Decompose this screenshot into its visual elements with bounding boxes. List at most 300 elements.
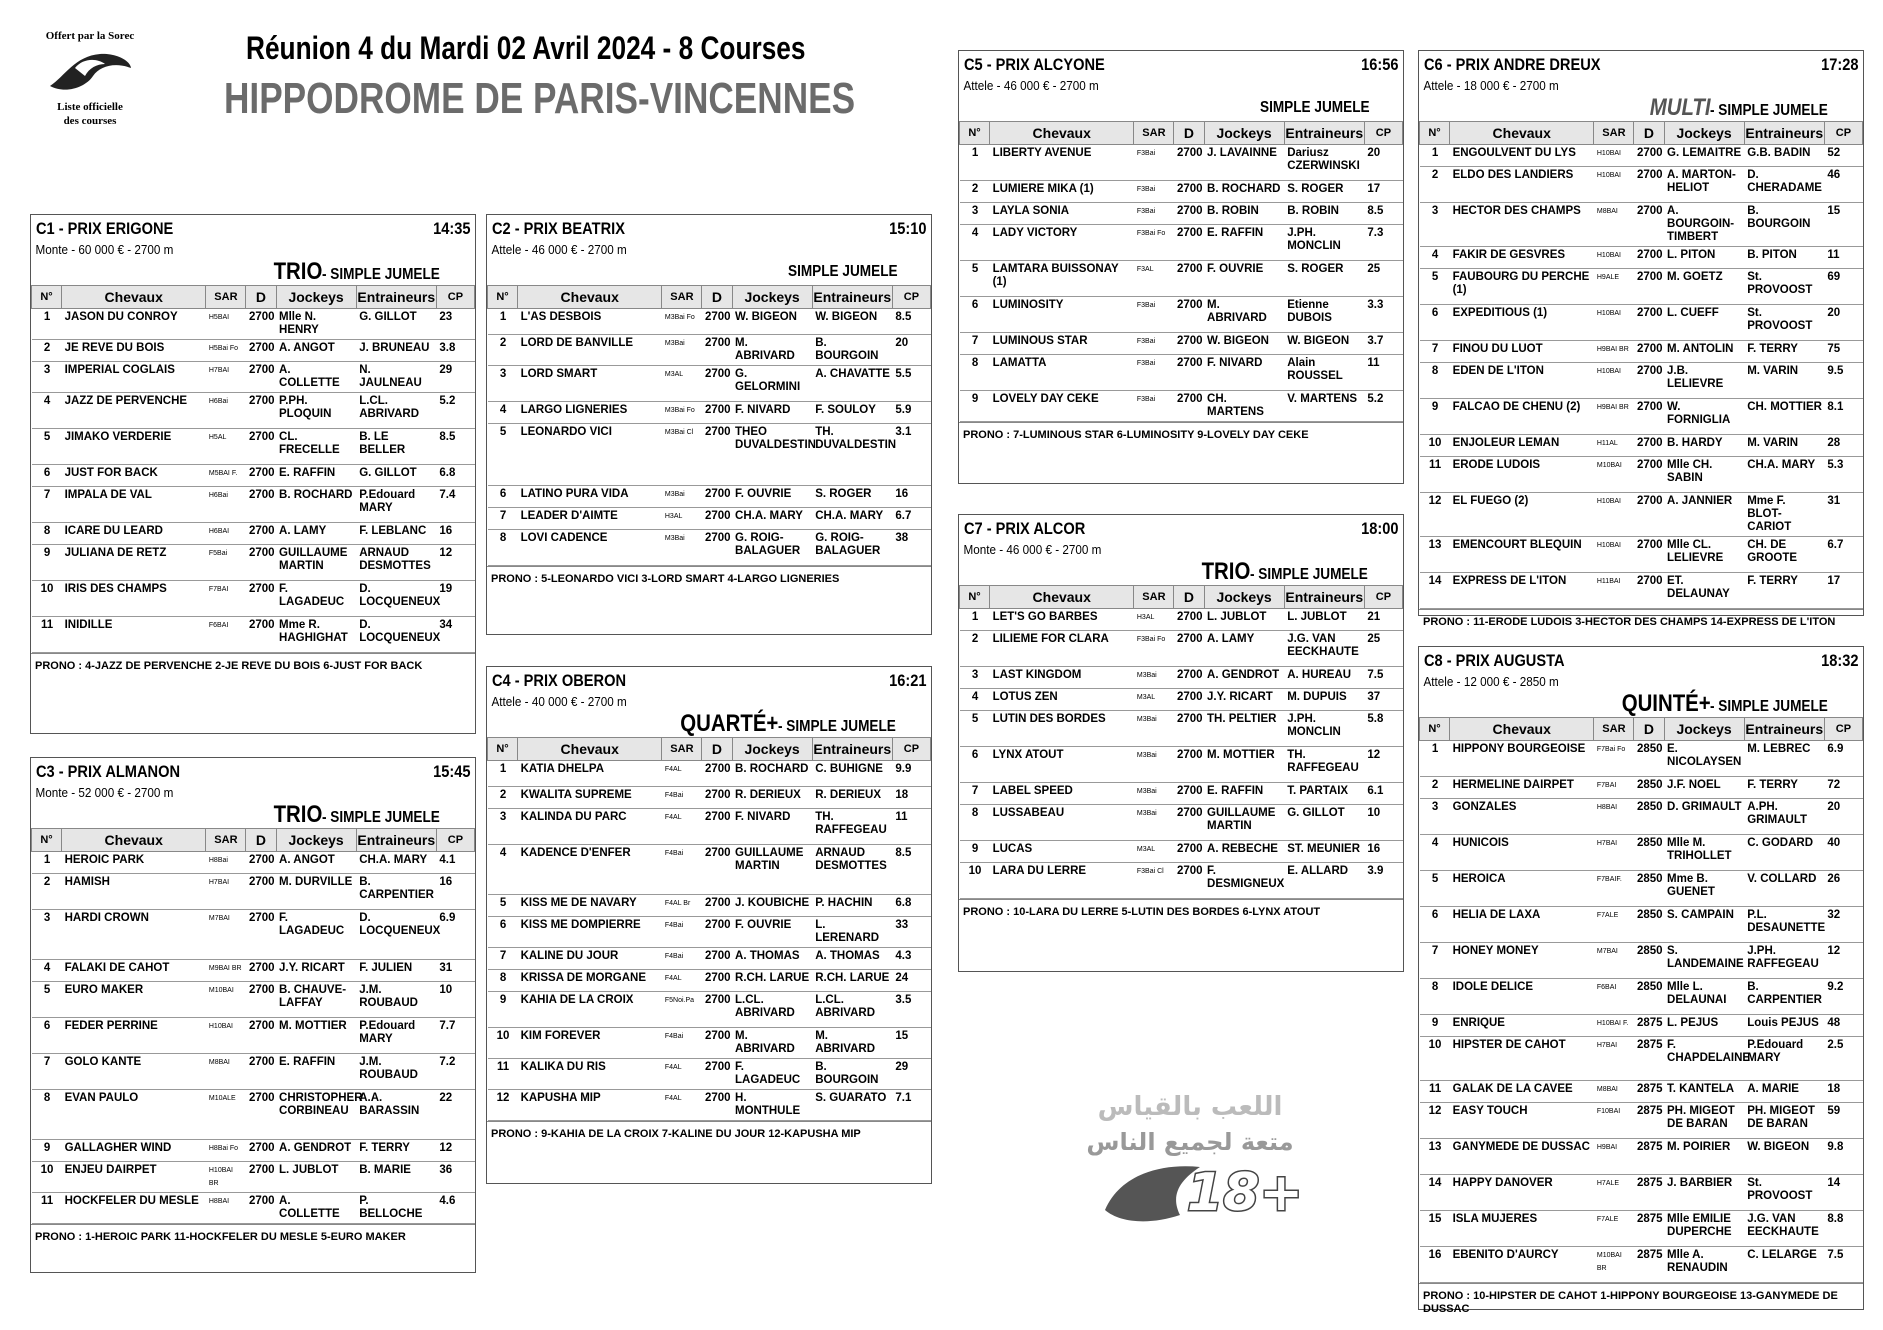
runner-sar: H8Bai	[206, 852, 246, 874]
runner-row	[488, 948, 931, 970]
runner-sar: H9BAI BR	[1594, 341, 1634, 363]
runner-horse: EXPRESS DE L'ITON	[1450, 573, 1594, 609]
runner-horse: KALIKA DU RIS	[518, 1059, 662, 1090]
runner-d: 2700	[702, 761, 732, 787]
runner-sar: F3Bai	[1134, 391, 1174, 422]
runner-n: 4	[1420, 835, 1450, 871]
runner-n: 4	[960, 689, 990, 711]
runner-cp: 16	[436, 523, 474, 545]
promo-line-2: متعة لجميع الناس	[1086, 1128, 1294, 1156]
runner-jockey: A. GENDROT	[1204, 667, 1284, 689]
runner-sar: F7BAI	[206, 581, 246, 617]
column-header-trainer: Entraineurs	[1744, 122, 1824, 145]
runner-d: 2700	[1634, 145, 1664, 167]
runner-cp: 20	[1364, 145, 1402, 181]
bet-secondary: SIMPLE JUMELE	[1260, 99, 1370, 116]
runner-jockey: ET. DELAUNAY	[1664, 573, 1744, 609]
runner-cp: 72	[1824, 777, 1862, 799]
runner-row	[32, 1090, 475, 1140]
runner-jockey: F. LAGADEUC	[732, 1059, 812, 1090]
runner-n: 5	[1420, 269, 1450, 305]
runner-horse: LEADER D'AIMTE	[518, 508, 662, 530]
runner-d: 2700	[702, 895, 732, 917]
runners-table	[31, 828, 475, 1224]
runner-horse: JIMAKO VERDERIE	[62, 429, 206, 465]
runner-trainer: L. JUBLOT	[1284, 609, 1364, 631]
race-prono: PRONO : 4-JAZZ DE PERVENCHE 2-JE REVE DU BOIS 6-JUST FOR BACK	[31, 653, 475, 679]
runner-n: 4	[488, 402, 518, 424]
runner-sar: F3Bai Cl	[1134, 863, 1174, 899]
column-header-d: D	[246, 286, 276, 309]
runner-horse: HAPPY DANOVER	[1450, 1175, 1594, 1211]
runner-row	[488, 970, 931, 992]
runner-sar: H3AL	[1134, 609, 1174, 631]
runner-n: 1	[960, 609, 990, 631]
runner-n: 6	[960, 747, 990, 783]
runner-d: 2850	[1634, 871, 1664, 907]
runner-trainer: St. PROVOOST	[1744, 269, 1824, 305]
runner-d: 2700	[246, 910, 276, 960]
runner-trainer: N. JAULNEAU	[356, 362, 436, 393]
runner-n: 3	[488, 366, 518, 402]
runner-sar: F7ALE	[1594, 907, 1634, 943]
runner-horse: HIPSTER DE CAHOT	[1450, 1037, 1594, 1081]
runner-horse: LAST KINGDOM	[990, 667, 1134, 689]
runner-cp: 8.5	[436, 429, 474, 465]
runner-d: 2700	[246, 487, 276, 523]
runner-trainer: CH.A. MARY	[812, 508, 892, 530]
runner-row	[32, 982, 475, 1018]
runner-row	[1420, 399, 1863, 435]
runner-n: 12	[488, 1090, 518, 1121]
column-header-sar: SAR	[206, 829, 246, 852]
runner-cp: 31	[1824, 493, 1862, 537]
bet-secondary: - SIMPLE JUMELE	[778, 718, 897, 735]
runner-trainer: TH. RAFFEGEAU	[812, 809, 892, 845]
runner-horse: HARDI CROWN	[62, 910, 206, 960]
runner-cp: 15	[1824, 203, 1862, 247]
runner-n: 5	[488, 895, 518, 917]
runner-n: 8	[32, 1090, 62, 1140]
runner-cp: 6.7	[1824, 537, 1862, 573]
bet-secondary: SIMPLE JUMELE	[788, 263, 898, 280]
race-prono: PRONO : 1-HEROIC PARK 11-HOCKFELER DU MESLE 5-EURO MAKER	[31, 1224, 475, 1250]
runner-d: 2700	[1174, 609, 1204, 631]
runner-trainer: F. TERRY	[1744, 341, 1824, 363]
runner-trainer: Etienne DUBOIS	[1284, 297, 1364, 333]
runner-jockey: W. BIGEON	[732, 309, 812, 335]
column-header-sar: SAR	[206, 286, 246, 309]
runner-cp: 6.8	[892, 895, 930, 917]
meeting-title: Réunion 4 du Mardi 02 Avril 2024 - 8 Courses	[246, 30, 806, 66]
runner-trainer: C. LELARGE	[1744, 1247, 1824, 1283]
runners-table	[487, 737, 931, 1121]
runner-jockey: J. LAVAINNE	[1204, 145, 1284, 181]
bet-main: TRIO	[1201, 558, 1251, 585]
race-conditions: Attele - 12 000 € - 2850 m	[1423, 674, 1559, 689]
runner-horse: L'AS DESBOIS	[518, 309, 662, 335]
runner-n: 9	[1420, 1015, 1450, 1037]
runner-n: 8	[488, 530, 518, 566]
runner-cp: 3.8	[436, 340, 474, 362]
runner-row	[1420, 777, 1863, 799]
runner-d: 2875	[1634, 1037, 1664, 1081]
runner-row	[1420, 167, 1863, 203]
runner-cp: 6.1	[1364, 783, 1402, 805]
column-header-trainer: Entraineurs	[1744, 718, 1824, 741]
runner-n: 7	[32, 1054, 62, 1090]
runner-trainer: J.M. ROUBAUD	[356, 1054, 436, 1090]
runner-cp: 59	[1824, 1103, 1862, 1139]
runner-jockey: THEO DUVALDESTIN	[732, 424, 812, 486]
runner-row	[488, 309, 931, 335]
column-header-trainer: Entraineurs	[356, 286, 436, 309]
runner-d: 2700	[1174, 689, 1204, 711]
runner-sar: F7BAIF.	[1594, 871, 1634, 907]
runner-sar: F4Bai	[662, 1028, 702, 1059]
runner-jockey: S. LANDEMAINE	[1664, 943, 1744, 979]
runner-trainer: L.CL. ABRIVARD	[356, 393, 436, 429]
runner-sar: F4Bai	[662, 845, 702, 895]
column-header-trainer: Entraineurs	[1284, 122, 1364, 145]
runner-trainer: G.B. BADIN	[1744, 145, 1824, 167]
runner-row	[488, 761, 931, 787]
runner-row	[32, 340, 475, 362]
runner-cp: 21	[1364, 609, 1402, 631]
runner-row	[1420, 341, 1863, 363]
runner-n: 7	[960, 783, 990, 805]
runner-trainer: F. SOULOY	[812, 402, 892, 424]
runner-n: 11	[1420, 1081, 1450, 1103]
runner-cp: 34	[436, 617, 474, 653]
column-header-jockey: Jockeys	[1204, 586, 1284, 609]
runners-table	[31, 285, 475, 653]
runner-d: 2875	[1634, 1081, 1664, 1103]
runner-sar: H8BAI	[206, 1193, 246, 1224]
column-header-jockey: Jockeys	[1204, 122, 1284, 145]
runners-table	[487, 285, 931, 566]
runner-sar: M3AL	[1134, 689, 1174, 711]
runner-d: 2700	[1174, 711, 1204, 747]
runner-horse: KAPUSHA MIP	[518, 1090, 662, 1121]
runner-sar: H10BAI	[1594, 167, 1634, 203]
runner-trainer: W. BIGEON	[1284, 333, 1364, 355]
runner-d: 2875	[1634, 1103, 1664, 1139]
runner-n: 6	[32, 1018, 62, 1054]
runner-d: 2700	[246, 960, 276, 982]
runner-jockey: F. OUVRIE	[1204, 261, 1284, 297]
race-title: C7 - PRIX ALCOR	[964, 519, 1086, 538]
runner-jockey: A. LAMY	[1204, 631, 1284, 667]
runner-row	[960, 609, 1403, 631]
runner-jockey: J.Y. RICART	[1204, 689, 1284, 711]
runner-n: 13	[1420, 537, 1450, 573]
runner-cp: 11	[1364, 355, 1402, 391]
runner-n: 5	[32, 429, 62, 465]
runner-sar: H5Bai Fo	[206, 340, 246, 362]
runner-horse: IRIS DES CHAMPS	[62, 581, 206, 617]
race-time: 18:32	[1820, 651, 1858, 670]
runner-horse: FAUBOURG DU PERCHE (1)	[1450, 269, 1594, 305]
runner-horse: LUMINOUS STAR	[990, 333, 1134, 355]
column-header-d: D	[1634, 718, 1664, 741]
runner-cp: 38	[892, 530, 930, 566]
runner-horse: LOVELY DAY CEKE	[990, 391, 1134, 422]
runner-cp: 4.1	[436, 852, 474, 874]
runner-d: 2700	[702, 970, 732, 992]
runner-horse: KALINDA DU PARC	[518, 809, 662, 845]
runner-trainer: Dariusz CZERWINSKI	[1284, 145, 1364, 181]
runner-jockey: G. LEMAITRE	[1664, 145, 1744, 167]
column-header-cp: CP	[436, 286, 474, 309]
runner-row	[1420, 943, 1863, 979]
column-header-n: N°	[1420, 718, 1450, 741]
runner-cp: 8.5	[892, 309, 930, 335]
runner-trainer: A. THOMAS	[812, 948, 892, 970]
column-header-trainer: Entraineurs	[812, 286, 892, 309]
runner-sar: M7BAI	[206, 910, 246, 960]
race-time: 16:56	[1360, 55, 1398, 74]
runner-n: 6	[488, 917, 518, 948]
runner-d: 2700	[1634, 203, 1664, 247]
runner-row	[32, 617, 475, 653]
runner-trainer: S. GUARATO	[812, 1090, 892, 1121]
runner-n: 2	[960, 181, 990, 203]
runner-jockey: Mlle L. DELAUNAI	[1664, 979, 1744, 1015]
race-header	[1419, 51, 1863, 77]
column-header-trainer: Entraineurs	[356, 829, 436, 852]
runner-sar: M5BAI F.	[206, 465, 246, 487]
runner-row	[1420, 305, 1863, 341]
race-title: C2 - PRIX BEATRIX	[492, 219, 625, 238]
runner-trainer: R.CH. LARUE	[812, 970, 892, 992]
runner-n: 10	[960, 863, 990, 899]
runner-trainer: P. HACHIN	[812, 895, 892, 917]
column-header-sar: SAR	[662, 286, 702, 309]
runner-cp: 5.8	[1364, 711, 1402, 747]
column-header-d: D	[702, 738, 732, 761]
runner-row	[960, 631, 1403, 667]
runner-n: 1	[488, 761, 518, 787]
runner-horse: LUTIN DES BORDES	[990, 711, 1134, 747]
runner-trainer: S. ROGER	[1284, 181, 1364, 203]
runner-d: 2700	[246, 362, 276, 393]
runner-horse: ICARE DU LEARD	[62, 523, 206, 545]
runner-n: 8	[960, 805, 990, 841]
runner-sar: H11BAI	[1594, 573, 1634, 609]
runner-trainer: L.CL. ABRIVARD	[812, 992, 892, 1028]
runner-sar: F4AL	[662, 1090, 702, 1121]
runner-horse: LADY VICTORY	[990, 225, 1134, 261]
runner-row	[1420, 573, 1863, 609]
runner-horse: IMPALA DE VAL	[62, 487, 206, 523]
runner-row	[1420, 871, 1863, 907]
runner-row	[32, 1162, 475, 1193]
runner-trainer: W. BIGEON	[812, 309, 892, 335]
column-header-cp: CP	[436, 829, 474, 852]
race-prono: PRONO : 7-LUMINOUS STAR 6-LUMINOSITY 9-LOVELY DAY CEKE	[959, 422, 1403, 448]
runner-trainer: Louis PEJUS	[1744, 1015, 1824, 1037]
runner-horse: LOVI CADENCE	[518, 530, 662, 566]
runner-row	[1420, 1247, 1863, 1283]
runner-row	[32, 1018, 475, 1054]
runner-n: 11	[1420, 457, 1450, 493]
runner-horse: JAZZ DE PERVENCHE	[62, 393, 206, 429]
bet-secondary: - SIMPLE JUMELE	[322, 809, 441, 826]
runner-d: 2700	[1634, 493, 1664, 537]
runner-trainer: B. MARIE	[356, 1162, 436, 1193]
runner-horse: KIM FOREVER	[518, 1028, 662, 1059]
runner-d: 2850	[1634, 835, 1664, 871]
race-card-c4	[486, 666, 932, 1184]
runner-horse: EDEN DE L'ITON	[1450, 363, 1594, 399]
race-card-c7	[958, 514, 1404, 972]
bet-main: TRIO	[273, 258, 323, 285]
runner-sar: H3AL	[662, 508, 702, 530]
runner-d: 2700	[246, 1162, 276, 1193]
runner-n: 3	[488, 809, 518, 845]
runner-n: 9	[32, 545, 62, 581]
runners-table	[1419, 121, 1863, 609]
horse-logo-icon	[45, 46, 135, 98]
runner-sar: F6BAI	[206, 617, 246, 653]
runner-trainer: F. JULIEN	[356, 960, 436, 982]
runner-d: 2700	[1174, 225, 1204, 261]
runner-trainer: CH.A. MARY	[1744, 457, 1824, 493]
runner-row	[960, 333, 1403, 355]
runner-row	[960, 747, 1403, 783]
runner-n: 3	[960, 203, 990, 225]
runner-d: 2850	[1634, 777, 1664, 799]
race-prono: PRONO : 11-ERODE LUDOIS 3-HECTOR DES CHAMPS 14-EXPRESS DE L'ITON	[1419, 609, 1863, 635]
runner-cp: 8.8	[1824, 1211, 1862, 1247]
runner-jockey: M. GOETZ	[1664, 269, 1744, 305]
column-header-cp: CP	[1824, 122, 1862, 145]
runner-cp: 69	[1824, 269, 1862, 305]
runner-cp: 9.5	[1824, 363, 1862, 399]
runner-cp: 14	[1824, 1175, 1862, 1211]
runner-d: 2700	[702, 508, 732, 530]
race-title: C1 - PRIX ERIGONE	[36, 219, 174, 238]
race-prono: PRONO : 10-LARA DU LERRE 5-LUTIN DES BORDES 6-LYNX ATOUT	[959, 899, 1403, 925]
runner-jockey: E. NICOLAYSEN	[1664, 741, 1744, 777]
runner-cp: 36	[436, 1162, 474, 1193]
runner-trainer: G. GILLOT	[1284, 805, 1364, 841]
runner-n: 7	[960, 333, 990, 355]
runner-sar: M3Bai	[1134, 783, 1174, 805]
runner-d: 2700	[1634, 363, 1664, 399]
runner-cp: 6.9	[436, 910, 474, 960]
runner-cp: 7.1	[892, 1090, 930, 1121]
race-conditions: Attele - 40 000 € - 2700 m	[491, 694, 627, 709]
column-header-horse: Chevaux	[62, 829, 206, 852]
runner-sar: F6BAI	[1594, 979, 1634, 1015]
runner-n: 8	[488, 970, 518, 992]
runner-n: 10	[1420, 435, 1450, 457]
runner-d: 2875	[1634, 1015, 1664, 1037]
runner-cp: 31	[436, 960, 474, 982]
runner-horse: ENJEU DAIRPET	[62, 1162, 206, 1193]
column-header-trainer: Entraineurs	[812, 738, 892, 761]
runner-trainer: Mme F. BLOT-CARIOT	[1744, 493, 1824, 537]
runner-jockey: L. JUBLOT	[1204, 609, 1284, 631]
runner-trainer: CH. DE GROOTE	[1744, 537, 1824, 573]
runner-jockey: B. CHAUVE-LAFFAY	[276, 982, 356, 1018]
runner-jockey: A. GENDROT	[276, 1140, 356, 1162]
runner-d: 2700	[702, 1090, 732, 1121]
runner-row	[488, 508, 931, 530]
runner-d: 2700	[1174, 391, 1204, 422]
runner-trainer: G. ROIG-BALAGUER	[812, 530, 892, 566]
runner-sar: F4Bai	[662, 917, 702, 948]
runner-jockey: E. RAFFIN	[276, 1054, 356, 1090]
runner-n: 7	[1420, 341, 1450, 363]
runner-jockey: B. ROCHARD	[732, 761, 812, 787]
runner-n: 10	[1420, 1037, 1450, 1081]
runner-jockey: CH. MARTENS	[1204, 391, 1284, 422]
runner-cp: 20	[892, 335, 930, 366]
runner-d: 2700	[1634, 435, 1664, 457]
runner-horse: FALAKI DE CAHOT	[62, 960, 206, 982]
runner-row	[960, 841, 1403, 863]
runner-n: 8	[1420, 979, 1450, 1015]
runner-d: 2850	[1634, 741, 1664, 777]
runner-sar: M3Bai	[1134, 747, 1174, 783]
runner-sar: F4AL	[662, 809, 702, 845]
runner-jockey: CL. FRECELLE	[276, 429, 356, 465]
runner-horse: KWALITA SUPREME	[518, 787, 662, 809]
bet-types	[487, 711, 931, 737]
runner-row	[1420, 1139, 1863, 1175]
runner-sar: F3Bai	[1134, 333, 1174, 355]
runner-d: 2700	[246, 1090, 276, 1140]
runner-row	[960, 391, 1403, 422]
bet-main: QUARTÉ+	[680, 710, 779, 737]
runner-d: 2700	[1174, 863, 1204, 899]
runner-n: 1	[1420, 145, 1450, 167]
runner-row	[32, 852, 475, 874]
runner-n: 1	[32, 852, 62, 874]
runner-jockey: A. REBECHE	[1204, 841, 1284, 863]
runner-trainer: D. LOCQUENEUX	[356, 617, 436, 653]
runner-n: 1	[960, 145, 990, 181]
runner-horse: LAMTARA BUISSONAY (1)	[990, 261, 1134, 297]
promo-line-1: اللعب بالقياس	[1097, 1092, 1283, 1122]
runner-d: 2700	[702, 1028, 732, 1059]
race-prono: PRONO : 9-KAHIA DE LA CROIX 7-KALINE DU JOUR 12-KAPUSHA MIP	[487, 1121, 931, 1147]
runner-horse: JULIANA DE RETZ	[62, 545, 206, 581]
runner-d: 2700	[702, 917, 732, 948]
runner-jockey: GUILLAUME MARTIN	[1204, 805, 1284, 841]
runner-jockey: F. CHAPDELAINE	[1664, 1037, 1744, 1081]
runner-trainer: B. LE BELLER	[356, 429, 436, 465]
race-header	[31, 215, 475, 241]
runner-sar: F4AL	[662, 1059, 702, 1090]
runner-trainer: P.Edouard MARY	[1744, 1037, 1824, 1081]
runner-jockey: J.Y. RICART	[276, 960, 356, 982]
column-header-cp: CP	[892, 286, 930, 309]
runner-row	[960, 863, 1403, 899]
runner-d: 2700	[1634, 341, 1664, 363]
bet-types	[1419, 95, 1863, 121]
column-header-jockey: Jockeys	[276, 829, 356, 852]
runner-row	[488, 366, 931, 402]
runner-trainer: F. TERRY	[1744, 777, 1824, 799]
runner-d: 2700	[702, 424, 732, 486]
runner-jockey: E. RAFFIN	[1204, 783, 1284, 805]
runner-row	[488, 1059, 931, 1090]
runner-d: 2700	[246, 340, 276, 362]
